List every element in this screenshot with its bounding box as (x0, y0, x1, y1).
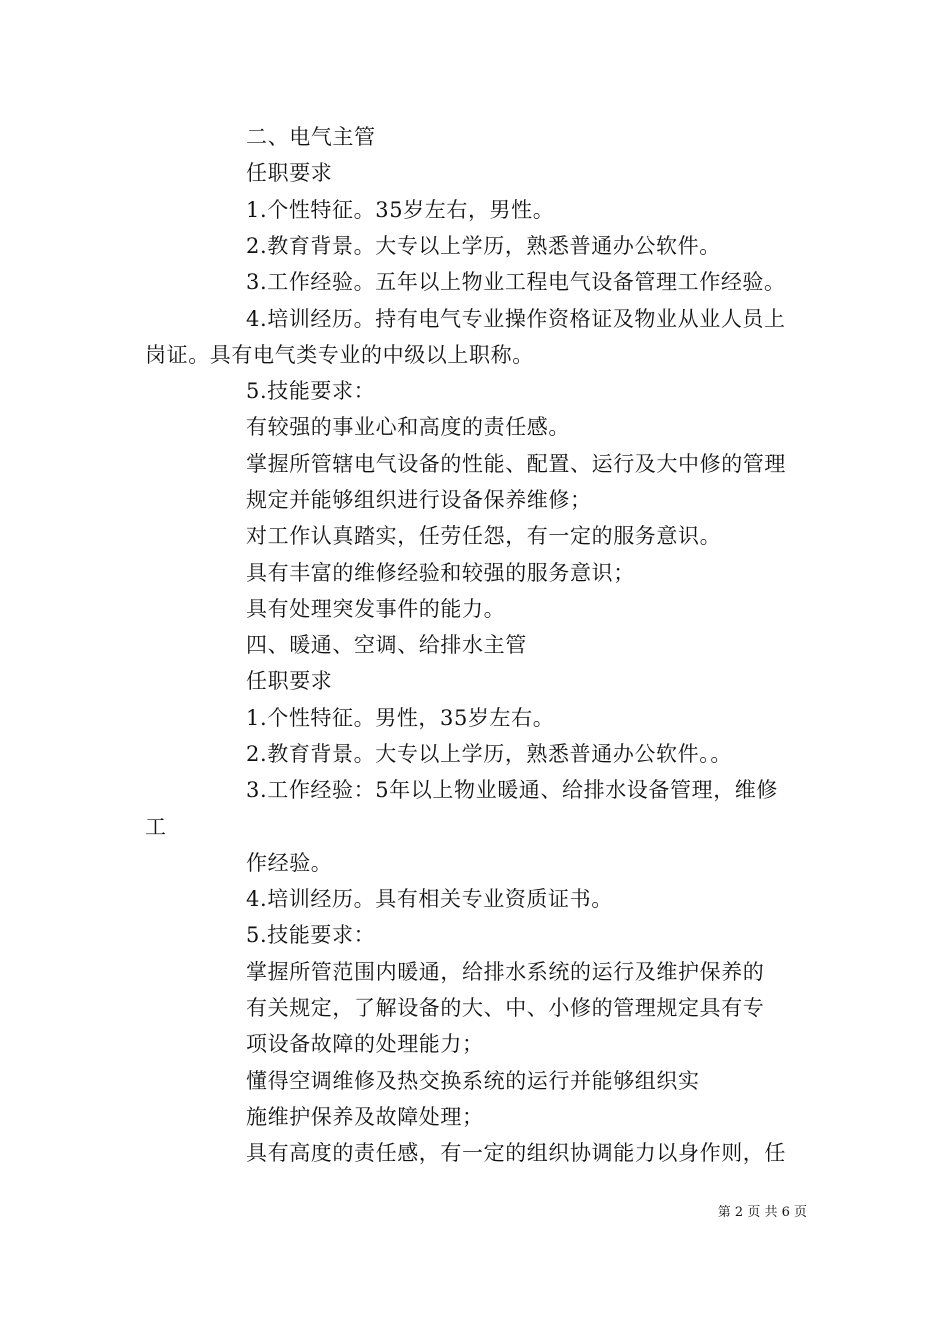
text-line: 对工作认真踏实，任劳任怨，有一定的服务意识。 (246, 524, 722, 548)
text-line: 掌握所管辖电气设备的性能、配置、运行及大中修的管理 (246, 452, 786, 476)
text-line: 项设备故障的处理能力； (246, 1032, 484, 1056)
text-line: 具有高度的责任感，有一定的组织协调能力以身作则，任 (246, 1141, 786, 1165)
text-line: 5.技能要求： (246, 923, 376, 947)
text-line: 3.工作经验。五年以上物业工程电气设备管理工作经验。 (246, 270, 786, 294)
text-line: 有较强的事业心和高度的责任感。 (246, 415, 570, 439)
text-line: 有关规定，了解设备的大、中、小修的管理规定具有专 (246, 996, 765, 1020)
text-line: 2.教育背景。大专以上学历，熟悉普通办公软件。 (246, 234, 721, 258)
text-line: 2.教育背景。大专以上学历，熟悉普通办公软件。。 (246, 742, 732, 766)
text-line: 掌握所管范围内暖通，给排水系统的运行及维护保养的 (246, 960, 765, 984)
text-line: 作经验。 (246, 851, 333, 875)
requirements-heading: 任职要求 (246, 669, 333, 693)
section-heading-hvac: 四、暖通、空调、给排水主管 (246, 633, 527, 657)
text-line: 1.个性特征。35岁左右，男性。 (246, 198, 555, 222)
text-line: 4.培训经历。持有电气专业操作资格证及物业从业人员上 (246, 307, 786, 331)
text-line: 施维护保养及故障处理； (246, 1105, 484, 1129)
section-heading-electrical: 二、电气主管 (246, 125, 376, 149)
text-line: 1.个性特征。男性，35岁左右。 (246, 706, 555, 730)
text-line: 3.工作经验：5年以上物业暖通、给排水设备管理，维修 (246, 778, 778, 802)
text-line: 5.技能要求： (246, 379, 376, 403)
text-line: 工 (145, 815, 167, 839)
text-line: 岗证。具有电气类专业的中级以上职称。 (145, 343, 534, 367)
text-line: 具有丰富的维修经验和较强的服务意识； (246, 561, 635, 585)
text-line: 懂得空调维修及热交换系统的运行并能够组织实 (246, 1069, 700, 1093)
requirements-heading: 任职要求 (246, 161, 333, 185)
text-line: 具有处理突发事件的能力。 (246, 597, 506, 621)
page-number: 第 2 页 共 6 页 (717, 1205, 807, 1220)
text-line: 规定并能够组织进行设备保养维修； (246, 488, 592, 512)
text-line: 4.培训经历。具有相关专业资质证书。 (246, 887, 613, 911)
